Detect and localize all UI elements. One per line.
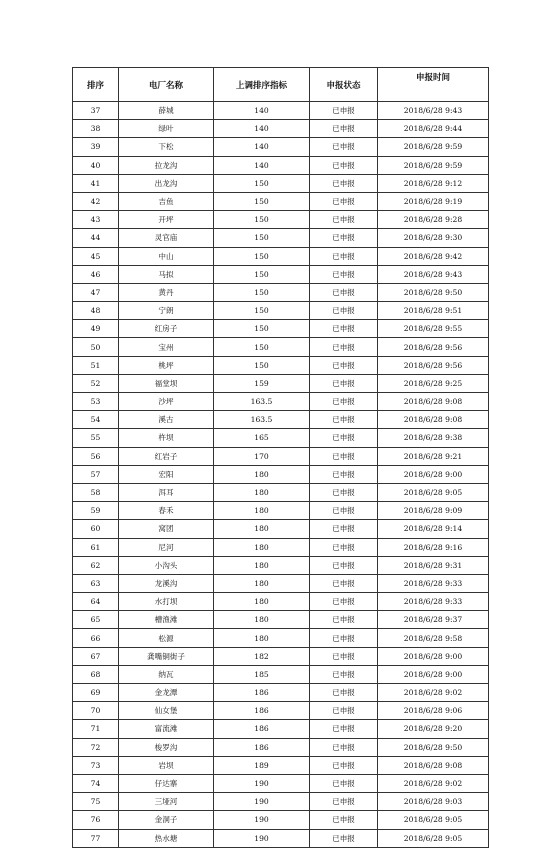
cell-upward-index: 180 <box>214 538 310 556</box>
table-row <box>73 374 489 392</box>
cell-rank: 71 <box>73 720 119 738</box>
cell-rank: 47 <box>73 283 119 301</box>
cell-status: 已申报 <box>310 302 378 320</box>
cell-time: 2018/6/28 9:06 <box>378 702 489 720</box>
cell-status: 已申报 <box>310 247 378 265</box>
cell-upward-index: 150 <box>214 356 310 374</box>
table-row <box>73 138 489 156</box>
table-row <box>73 174 489 192</box>
table-row <box>73 756 489 774</box>
cell-plant-name: 福堂坝 <box>119 374 214 392</box>
cell-rank: 61 <box>73 538 119 556</box>
cell-plant-name: 小沟头 <box>119 556 214 574</box>
cell-plant-name: 红房子 <box>119 320 214 338</box>
table-row <box>73 556 489 574</box>
cell-plant-name: 薛城 <box>119 102 214 120</box>
cell-upward-index: 180 <box>214 483 310 501</box>
cell-plant-name: 洱耳 <box>119 483 214 501</box>
table-body <box>73 102 489 848</box>
cell-plant-name: 仙女堡 <box>119 702 214 720</box>
cell-plant-name: 龚嘴铜街子 <box>119 647 214 665</box>
cell-upward-index: 186 <box>214 702 310 720</box>
cell-time: 2018/6/28 9:28 <box>378 211 489 229</box>
cell-rank: 52 <box>73 374 119 392</box>
table-row <box>73 393 489 411</box>
cell-rank: 50 <box>73 338 119 356</box>
cell-time: 2018/6/28 9:02 <box>378 684 489 702</box>
cell-time: 2018/6/28 9:21 <box>378 447 489 465</box>
cell-upward-index: 140 <box>214 102 310 120</box>
table-row <box>73 483 489 501</box>
cell-status: 已申报 <box>310 320 378 338</box>
table-row <box>73 320 489 338</box>
cell-rank: 58 <box>73 483 119 501</box>
cell-time: 2018/6/28 9:38 <box>378 429 489 447</box>
cell-upward-index: 140 <box>214 120 310 138</box>
cell-rank: 49 <box>73 320 119 338</box>
cell-upward-index: 180 <box>214 465 310 483</box>
cell-time: 2018/6/28 9:55 <box>378 320 489 338</box>
cell-status: 已申报 <box>310 174 378 192</box>
cell-status: 已申报 <box>310 265 378 283</box>
cell-upward-index: 180 <box>214 611 310 629</box>
cell-time: 2018/6/28 9:02 <box>378 774 489 792</box>
cell-time: 2018/6/28 9:00 <box>378 465 489 483</box>
cell-upward-index: 150 <box>214 283 310 301</box>
cell-plant-name: 水打坝 <box>119 593 214 611</box>
cell-time: 2018/6/28 9:43 <box>378 102 489 120</box>
cell-plant-name: 黄丹 <box>119 283 214 301</box>
header-status: 申报状态 <box>310 68 378 102</box>
cell-rank: 57 <box>73 465 119 483</box>
cell-upward-index: 140 <box>214 138 310 156</box>
cell-plant-name: 马拟 <box>119 265 214 283</box>
cell-status: 已申报 <box>310 665 378 683</box>
cell-status: 已申报 <box>310 211 378 229</box>
cell-plant-name: 开坪 <box>119 211 214 229</box>
table-row <box>73 338 489 356</box>
cell-plant-name: 龙溪沟 <box>119 574 214 592</box>
cell-plant-name: 松源 <box>119 629 214 647</box>
table-row <box>73 793 489 811</box>
cell-upward-index: 140 <box>214 156 310 174</box>
cell-rank: 38 <box>73 120 119 138</box>
cell-upward-index: 186 <box>214 720 310 738</box>
cell-status: 已申报 <box>310 829 378 847</box>
table-row <box>73 774 489 792</box>
cell-time: 2018/6/28 9:33 <box>378 593 489 611</box>
cell-time: 2018/6/28 9:19 <box>378 192 489 210</box>
header-time: 申报时间 <box>378 68 489 102</box>
cell-rank: 42 <box>73 192 119 210</box>
cell-time: 2018/6/28 9:12 <box>378 174 489 192</box>
cell-upward-index: 150 <box>214 192 310 210</box>
cell-status: 已申报 <box>310 684 378 702</box>
cell-upward-index: 182 <box>214 647 310 665</box>
table-row <box>73 502 489 520</box>
cell-status: 已申报 <box>310 192 378 210</box>
table-row <box>73 192 489 210</box>
table-row <box>73 156 489 174</box>
cell-upward-index: 150 <box>214 338 310 356</box>
cell-upward-index: 163.5 <box>214 411 310 429</box>
table-row <box>73 629 489 647</box>
cell-status: 已申报 <box>310 393 378 411</box>
table-row <box>73 520 489 538</box>
cell-upward-index: 190 <box>214 793 310 811</box>
cell-upward-index: 180 <box>214 520 310 538</box>
cell-time: 2018/6/28 9:56 <box>378 356 489 374</box>
cell-upward-index: 185 <box>214 665 310 683</box>
cell-plant-name: 吉鱼 <box>119 192 214 210</box>
cell-status: 已申报 <box>310 520 378 538</box>
cell-rank: 69 <box>73 684 119 702</box>
cell-status: 已申报 <box>310 556 378 574</box>
cell-status: 已申报 <box>310 793 378 811</box>
cell-plant-name: 热水塘 <box>119 829 214 847</box>
cell-plant-name: 窝团 <box>119 520 214 538</box>
cell-rank: 74 <box>73 774 119 792</box>
cell-time: 2018/6/28 9:05 <box>378 829 489 847</box>
cell-plant-name: 尼河 <box>119 538 214 556</box>
cell-plant-name: 宏阳 <box>119 465 214 483</box>
cell-time: 2018/6/28 9:08 <box>378 756 489 774</box>
table-row <box>73 574 489 592</box>
table-row <box>73 611 489 629</box>
cell-status: 已申报 <box>310 538 378 556</box>
cell-rank: 66 <box>73 629 119 647</box>
cell-upward-index: 190 <box>214 829 310 847</box>
cell-status: 已申报 <box>310 138 378 156</box>
cell-upward-index: 150 <box>214 265 310 283</box>
cell-plant-name: 沙坪 <box>119 393 214 411</box>
table-row <box>73 447 489 465</box>
cell-rank: 70 <box>73 702 119 720</box>
table-row <box>73 684 489 702</box>
cell-time: 2018/6/28 9:00 <box>378 665 489 683</box>
cell-plant-name: 出龙沟 <box>119 174 214 192</box>
cell-time: 2018/6/28 9:56 <box>378 338 489 356</box>
cell-plant-name: 槽渔滩 <box>119 611 214 629</box>
cell-plant-name: 拉龙沟 <box>119 156 214 174</box>
table-row <box>73 829 489 847</box>
cell-rank: 44 <box>73 229 119 247</box>
cell-status: 已申报 <box>310 811 378 829</box>
cell-plant-name: 杵坝 <box>119 429 214 447</box>
cell-plant-name: 下松 <box>119 138 214 156</box>
cell-rank: 48 <box>73 302 119 320</box>
table-row <box>73 120 489 138</box>
cell-plant-name: 溪古 <box>119 411 214 429</box>
cell-rank: 43 <box>73 211 119 229</box>
cell-time: 2018/6/28 9:08 <box>378 411 489 429</box>
cell-rank: 63 <box>73 574 119 592</box>
cell-status: 已申报 <box>310 120 378 138</box>
cell-upward-index: 180 <box>214 574 310 592</box>
cell-rank: 59 <box>73 502 119 520</box>
cell-plant-name: 绿叶 <box>119 120 214 138</box>
cell-status: 已申报 <box>310 338 378 356</box>
table-row <box>73 738 489 756</box>
header-upward-index: 上调排序指标 <box>214 68 310 102</box>
cell-plant-name: 纳瓦 <box>119 665 214 683</box>
cell-upward-index: 189 <box>214 756 310 774</box>
cell-plant-name: 梭罗沟 <box>119 738 214 756</box>
cell-time: 2018/6/28 9:05 <box>378 483 489 501</box>
table-row <box>73 665 489 683</box>
cell-time: 2018/6/28 9:25 <box>378 374 489 392</box>
cell-time: 2018/6/28 9:16 <box>378 538 489 556</box>
cell-status: 已申报 <box>310 738 378 756</box>
cell-status: 已申报 <box>310 720 378 738</box>
cell-rank: 77 <box>73 829 119 847</box>
cell-plant-name: 宝州 <box>119 338 214 356</box>
cell-status: 已申报 <box>310 647 378 665</box>
cell-status: 已申报 <box>310 356 378 374</box>
cell-time: 2018/6/28 9:58 <box>378 629 489 647</box>
cell-rank: 65 <box>73 611 119 629</box>
cell-upward-index: 190 <box>214 811 310 829</box>
cell-status: 已申报 <box>310 774 378 792</box>
cell-time: 2018/6/28 9:05 <box>378 811 489 829</box>
cell-rank: 67 <box>73 647 119 665</box>
cell-rank: 40 <box>73 156 119 174</box>
cell-status: 已申报 <box>310 702 378 720</box>
cell-upward-index: 159 <box>214 374 310 392</box>
cell-rank: 53 <box>73 393 119 411</box>
cell-status: 已申报 <box>310 374 378 392</box>
cell-upward-index: 150 <box>214 229 310 247</box>
cell-status: 已申报 <box>310 756 378 774</box>
table-row <box>73 811 489 829</box>
header-rank: 排序 <box>73 68 119 102</box>
cell-rank: 76 <box>73 811 119 829</box>
cell-status: 已申报 <box>310 465 378 483</box>
cell-rank: 73 <box>73 756 119 774</box>
cell-upward-index: 186 <box>214 738 310 756</box>
cell-time: 2018/6/28 9:00 <box>378 647 489 665</box>
cell-upward-index: 150 <box>214 211 310 229</box>
cell-plant-name: 桃坪 <box>119 356 214 374</box>
cell-plant-name: 仔达寨 <box>119 774 214 792</box>
cell-rank: 37 <box>73 102 119 120</box>
cell-status: 已申报 <box>310 229 378 247</box>
cell-rank: 72 <box>73 738 119 756</box>
cell-time: 2018/6/28 9:20 <box>378 720 489 738</box>
cell-upward-index: 180 <box>214 629 310 647</box>
declaration-table <box>72 67 489 848</box>
cell-status: 已申报 <box>310 429 378 447</box>
table-row <box>73 283 489 301</box>
header-plant-name: 电厂名称 <box>119 68 214 102</box>
cell-status: 已申报 <box>310 283 378 301</box>
cell-plant-name: 中山 <box>119 247 214 265</box>
cell-rank: 45 <box>73 247 119 265</box>
cell-upward-index: 180 <box>214 502 310 520</box>
table-row <box>73 265 489 283</box>
table-row <box>73 465 489 483</box>
cell-time: 2018/6/28 9:30 <box>378 229 489 247</box>
cell-time: 2018/6/28 9:33 <box>378 574 489 592</box>
cell-plant-name: 金洞子 <box>119 811 214 829</box>
cell-time: 2018/6/28 9:59 <box>378 138 489 156</box>
table-row <box>73 102 489 120</box>
cell-plant-name: 三垭河 <box>119 793 214 811</box>
cell-time: 2018/6/28 9:43 <box>378 265 489 283</box>
table-row <box>73 593 489 611</box>
cell-plant-name: 宁朗 <box>119 302 214 320</box>
cell-rank: 51 <box>73 356 119 374</box>
cell-upward-index: 170 <box>214 447 310 465</box>
cell-upward-index: 150 <box>214 247 310 265</box>
header-row <box>73 68 489 102</box>
cell-plant-name: 灵官庙 <box>119 229 214 247</box>
cell-status: 已申报 <box>310 593 378 611</box>
cell-status: 已申报 <box>310 502 378 520</box>
cell-time: 2018/6/28 9:59 <box>378 156 489 174</box>
cell-upward-index: 180 <box>214 593 310 611</box>
cell-time: 2018/6/28 9:51 <box>378 302 489 320</box>
table-row <box>73 211 489 229</box>
cell-upward-index: 150 <box>214 320 310 338</box>
cell-plant-name: 岩坝 <box>119 756 214 774</box>
cell-rank: 56 <box>73 447 119 465</box>
cell-rank: 46 <box>73 265 119 283</box>
cell-time: 2018/6/28 9:03 <box>378 793 489 811</box>
table-row <box>73 302 489 320</box>
cell-time: 2018/6/28 9:42 <box>378 247 489 265</box>
cell-rank: 64 <box>73 593 119 611</box>
cell-rank: 55 <box>73 429 119 447</box>
table-row <box>73 411 489 429</box>
cell-plant-name: 金龙潭 <box>119 684 214 702</box>
cell-time: 2018/6/28 9:37 <box>378 611 489 629</box>
cell-time: 2018/6/28 9:44 <box>378 120 489 138</box>
cell-status: 已申报 <box>310 411 378 429</box>
cell-rank: 54 <box>73 411 119 429</box>
cell-rank: 68 <box>73 665 119 683</box>
cell-time: 2018/6/28 9:50 <box>378 738 489 756</box>
cell-upward-index: 150 <box>214 302 310 320</box>
cell-upward-index: 186 <box>214 684 310 702</box>
cell-time: 2018/6/28 9:50 <box>378 283 489 301</box>
cell-rank: 75 <box>73 793 119 811</box>
cell-plant-name: 春禾 <box>119 502 214 520</box>
cell-status: 已申报 <box>310 447 378 465</box>
cell-rank: 62 <box>73 556 119 574</box>
table-row <box>73 538 489 556</box>
cell-time: 2018/6/28 9:09 <box>378 502 489 520</box>
cell-status: 已申报 <box>310 156 378 174</box>
cell-status: 已申报 <box>310 611 378 629</box>
cell-time: 2018/6/28 9:31 <box>378 556 489 574</box>
cell-plant-name: 富流滩 <box>119 720 214 738</box>
table-row <box>73 720 489 738</box>
cell-upward-index: 180 <box>214 556 310 574</box>
table-row <box>73 429 489 447</box>
cell-rank: 41 <box>73 174 119 192</box>
cell-time: 2018/6/28 9:08 <box>378 393 489 411</box>
cell-status: 已申报 <box>310 629 378 647</box>
cell-status: 已申报 <box>310 574 378 592</box>
cell-upward-index: 163.5 <box>214 393 310 411</box>
cell-status: 已申报 <box>310 483 378 501</box>
cell-rank: 60 <box>73 520 119 538</box>
cell-rank: 39 <box>73 138 119 156</box>
table-row <box>73 702 489 720</box>
table-row <box>73 229 489 247</box>
cell-upward-index: 165 <box>214 429 310 447</box>
cell-plant-name: 红岩子 <box>119 447 214 465</box>
cell-status: 已申报 <box>310 102 378 120</box>
table-row <box>73 356 489 374</box>
cell-upward-index: 150 <box>214 174 310 192</box>
cell-time: 2018/6/28 9:14 <box>378 520 489 538</box>
cell-upward-index: 190 <box>214 774 310 792</box>
table-row <box>73 247 489 265</box>
table-row <box>73 647 489 665</box>
